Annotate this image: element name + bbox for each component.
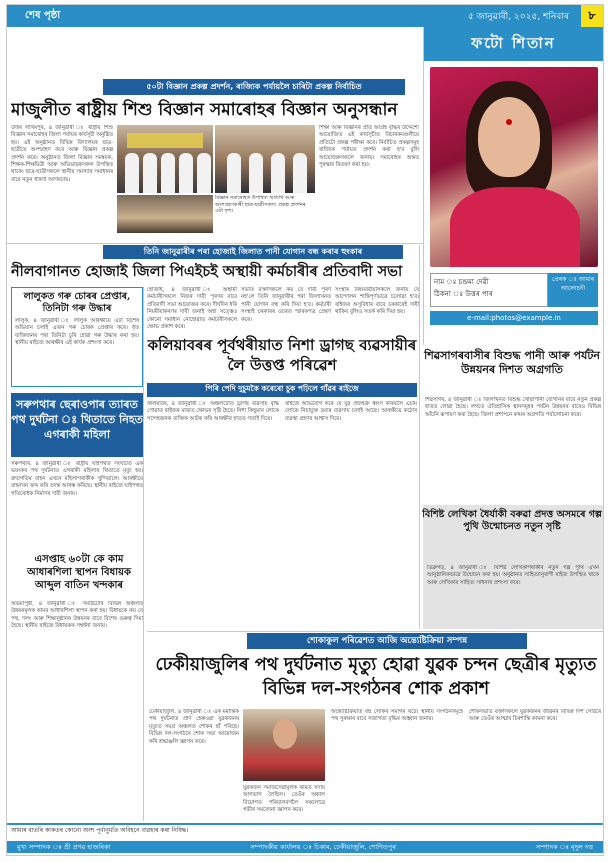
bottom-story-portrait xyxy=(243,709,325,781)
bottom-story-col2: যুৱকজন সমাজসেৱামূলক কামত সদায় আগভাগ লৈছিল। তেওঁৰ অকাল বিয়োগত পৰিয়ালবৰ্গলৈ সকলোৱে গভীৰ সমবেদনা জ্ঞাপন কৰে। xyxy=(243,785,325,814)
woman-accident-headline: সৰুপথাৰ ছেৰাওপাৰ ত্যাৰত পথ দুৰ্ঘটনা ঃ থিতাতে নিহত এগৰাকী মহিলা xyxy=(11,393,143,457)
photo-corner xyxy=(423,27,603,345)
top-story-kicker: ৫০টা বিজ্ঞান প্ৰকল্প প্ৰদৰ্শন, ৰাজ্যিক পৰ্যায়লৈ চাৰিটা প্ৰকল্প নিৰ্বাচিত xyxy=(103,79,405,95)
mid-story-col1: কলিয়াবৰ, ৪ জানুৱাৰী ঃ অঞ্চলটোত ড্ৰাগছ ব্যৱসায় বৃদ্ধি পোৱাত ৰাইজৰ মাজত ক্ষোভৰ সৃষ্টি হৈছে। নিশা কিছুমান লোকে সন্দেহজনক ব্যক্তিক আটক কৰি আৰক্ষীৰ হাতত গতাই দিয়ে। xyxy=(147,401,279,422)
siksha-story-headline: শিৱসাগৰবাসীৰ বিশুদ্ধ পানী আৰু পৰ্যটন উন্নয়নৰ দিশত অগ্ৰগতি xyxy=(424,349,600,376)
chief-editor: মুখ্য সম্পাদক ঃ শ্ৰী প্ৰণৱ হাজৰিকা xyxy=(17,843,111,851)
editor: সম্পাদক ঃ মৃদুল দত্ত xyxy=(535,843,593,851)
photo-corner-title: ফটো শিতান xyxy=(424,27,603,61)
left-box-story xyxy=(11,287,143,387)
top-story-col2: শিক্ষা আৰু বিজ্ঞানৰ প্ৰতি আগ্ৰহ বৃদ্ধিৰ উদ্দেশ্যে আয়োজিত এই কাৰ্যসূচীত বিচাৰকমণ্ডলীয়ে প্ৰতিটো প্ৰকল্প পৰীক্ষা কৰে। নিৰ্বাচিত প্ৰকল্পসমূহ ৰাজ্যিক পৰ্যায়ত প্ৰদৰ্শন কৰা হ'ব বুলি আয়োজকসকলে জনায়। সমাৰোহৰ অন্তত পুৰস্কাৰ বিতৰণ কৰা হয়। xyxy=(319,125,419,169)
bottom-story-col1: ঢেকীয়াজুলি, ৪ জানুৱাৰী ঃ এক মৰ্মান্তিক পথ দুৰ্ঘটনাত প্ৰাণ হেৰুওৱা যুৱকজনৰ মৃত্যুত সমগ্ৰ অঞ্চলত শোকৰ ছাঁ পৰিছে। বিভিন্ন দল-সংগঠনে শোক সভা আয়োজন কৰি শ্ৰদ্ধাঞ্জলি জ্ঞাপন কৰে। xyxy=(149,709,239,745)
mid-story-headline: কলিয়াবৰৰ পূৰ্বথৰীয়াত নিশা ড্ৰাগছ ব্যৱসায়ীৰ লৈ উত্তপ্ত পৰিৱেশ xyxy=(147,336,417,374)
office-address: সম্পাদকীয় কাৰ্যালয় ঃ চিকাৰ, ঢেকীয়াজুলি, শোণিতপুৰ xyxy=(250,843,396,851)
second-story-col3: সংস্থাৰ বিষয়ববীয়াসকলে জনায় যে আন্দোলন শান্তিপূৰ্ণভাৱে চলোৱা হ'ব। ৰাইজৰ অসুবিধাৰ বাবে চৰকাৰেই দায়ী থাকিব বুলিও সতৰ্ক কৰি দিয়া হয়। xyxy=(335,287,419,316)
section-name: শেষ পৃষ্ঠা xyxy=(25,9,61,21)
newspaper-page xyxy=(6,4,604,856)
photo-info xyxy=(430,273,598,307)
bottom-story-kicker: শোকাকুল পৰিৱেশত আজি অন্ত্যেষ্টিক্ৰিয়া সম্পন্ন xyxy=(247,633,527,649)
issue-date: ৫ জানুৱাৰী, ২০২৫, শনিবাৰ xyxy=(467,11,569,22)
top-story-photo-2 xyxy=(117,195,213,233)
photo-place: ঠিকনা ঃ উত্তৰ পাৰ xyxy=(434,290,493,298)
top-story-headline: মাজুলীত ৰাষ্ট্ৰীয় শিশু বিজ্ঞান সমাৰোহৰ বিজ্ঞান অনুসন্ধান xyxy=(11,100,398,120)
page-header xyxy=(7,5,603,27)
writer-story-body: ডিব্ৰুগড়, ৪ জানুৱাৰী ঃ বিশিষ্ট লেখিকাগৰাকীৰ নতুন গল্প পুথি এখন আনুষ্ঠানিকভাৱে উন্মোচন কৰা হয়। অনুষ্ঠানত সাহিত্যানুৰাগী ৰাইজ উপস্থিত থাকে আৰু লেখিকাৰ সাহিত্য সাধনাৰ প্ৰশংসা কৰে। xyxy=(427,565,599,586)
second-story-headline: নীলবাগানত হোজাই জিলা পিএইচই অস্থায়ী কৰ্মচাৰীৰ প্ৰতিবাদী সভা xyxy=(11,263,403,280)
photo-name: নাম ঃ চন্দ্ৰমা দেৱী xyxy=(434,278,489,286)
page-number: ৮ xyxy=(581,5,603,27)
top-story-photo xyxy=(117,125,213,193)
left-box-body: লালুক, ৪ জানুৱাৰী ঃ লালুক আৰক্ষীয়ে এটা বিশেষ অভিযান চলাই এজন গৰু চোৰক প্ৰেপ্তাৰ কৰে। ধৃত ব্যক্তিজনৰ পৰা তিনিটা চুৰি হোৱা গৰু উদ্ধাৰ কৰা হয়। স্থানীয় ৰাইজে আৰক্ষীৰ এই কাৰ্যক প্ৰশংসা কৰে। xyxy=(15,318,139,347)
featured-portrait xyxy=(430,67,598,267)
top-story-photo-3 xyxy=(215,125,315,193)
top-story-caption: বিজ্ঞান সমাৰোহত উপস্থিত অতিথি আৰু অংশগ্ৰহণকাৰী ছাত্ৰ-ছাত্ৰীসকল। প্ৰকল্প প্ৰদৰ্শনৰ এটা দৃশ্য। xyxy=(215,195,306,215)
photo-email[interactable]: e-mail:photos@example.in xyxy=(430,311,598,325)
left-box-headline: লালুকত গৰু চোৰৰ প্ৰেপ্তাৰ, তিনিটা গৰু উদ্ধাৰ xyxy=(23,291,131,314)
mid-story-col2: ৰাইজে অভিযোগ কৰে যে যুৱ প্ৰজন্মক ধ্বংস কৰিবলৈ এচাম লোকে নিচাযুক্ত দ্ৰব্যৰ ব্যৱসায় চলাই আছে। আৰক্ষীয়ে কঠোৰ ব্যৱস্থা গ্ৰহণৰ আশ্বাস দিয়ে। xyxy=(285,401,417,422)
bottom-story-col3: অন্ত্যেষ্টিক্ৰিয়াত বহু লোকৰ সমাগম ঘটে। স্থানীয় সংগঠনসমূহে পথ সুৰক্ষাৰ বাবে সজাগতা বৃদ্ধিৰ আহ্বান জনায়। xyxy=(331,709,463,723)
page-footer xyxy=(7,823,603,853)
footer-notice: আমাৰ বাতৰি কাকতৰ কোনো অংশ পূৰ্বানুমতি অবিহনে ব্যৱহাৰ কৰা নিষিদ্ধ। xyxy=(11,827,189,834)
photo-sender: প্ৰেৰক ঃ আমাৰ আলোচনী xyxy=(548,273,598,307)
bottom-story-headline: ঢেকীয়াজুলিৰ পথ দুৰ্ঘটনাত মৃত্যু হোৱা যুৱক চন্দন ছেত্ৰীৰ মৃত্যুত বিভিন্ন দল-সংগঠনৰ শোক প্ৰকাশ xyxy=(155,655,597,699)
writer-story-headline: বিশিষ্ট লেখিকা ধৈৰ্যাকী বৰুৱা প্ৰদত্ত অসমৰে গল্প পুথি উন্মোচনত নতুন সৃষ্টি xyxy=(422,509,602,532)
siksha-story-body: শিৱসাগৰ, ৪ জানুৱাৰী ঃ জিলাখনত বিশুদ্ধ খোৱাপানী যোগানৰ বাবে নতুন প্ৰকল্প হাতত লোৱা হৈছে। লগতে ঐতিহাসিক স্থানসমূহৰ পৰ্যটন উন্নয়নৰ বাবেও বিভিন্ন আঁচনি ৰূপায়ণ কৰা হৈছে। জিলা প্ৰশাসনে কামৰ অগ্ৰগতি পৰ্যালোচনা কৰে। xyxy=(425,397,601,418)
mid-story-subbar: পিৰি পেদি দুচুমকৈ কৰেৰো চুক পঢ়িলে গাঁৱৰ ৰাইজে xyxy=(147,383,417,397)
woman-accident-body: সৰুপথাৰ, ৪ জানুৱাৰী ঃ ৰাষ্ট্ৰীয় ঘাইপথত সংঘটিত এক ভয়ংকৰ পথ দুৰ্ঘটনাত এগৰাকী মহিলাৰ থিতাতে মৃত্যু হয়। দ্ৰুতগতিৰ বাহন এখনে মহিলাগৰাকীক খুন্দিয়ালে। আৰক্ষীয়ে বাহনখন জব্দ কৰি তদন্ত আৰম্ভ কৰিছে। স্থানীয় ৰাইজে ঘাইপথত গতিৰোধক নিৰ্মাণৰ দাবী জনায়। xyxy=(11,461,143,497)
second-story-col2: সভাত বক্তাসকলে কয় যে দাবী পূৰণ নহ'লে তিনি জানুৱাৰীৰ পৰা জিলাখনত পানী যোগান বন্ধ কৰি দিয়া হ'ব। কৰ্মচাৰী সংস্থাই চৰকাৰৰ ওচৰত স্মাৰকপত্ৰ প্ৰেৰণ কৰে। xyxy=(241,287,331,323)
mla-story-headline: এসপ্তাহ ৬০টা কে কাম আধাৰশিলা স্থাপন বিধায়ক আব্দুল বাতিন খন্দকাৰ xyxy=(27,554,131,591)
second-story-kicker: তিনি জানুৱাৰীৰ পৰা হোজাই জিলাত পানী যোগান বন্ধ কৰাৰ হুংকাৰ xyxy=(103,245,403,259)
second-story-col1: হোজাই, ৪ জানুৱাৰী ঃ অস্থায়ী কৰ্মচাৰীসকলে নিজৰ দাবী পূৰণৰ বাবে প্ৰতিবাদী সভা আয়োজন কৰে। দীৰ্ঘদিন ধৰি নিয়মীয়াকৰণৰ দাবী জনাই অহা সত্ত্বেও কোনো সমাধান নোহোৱাত কৰ্মচাৰীসকলে ক্ষোভ প্ৰকাশ কৰে। xyxy=(147,287,237,331)
footer-bar xyxy=(7,841,603,853)
bottom-story-col4: শোকসভাত বক্তাসকলে যুৱকজনৰ জীৱনৰ বিভিন্ন দিশ সোঁৱৰে আৰু তেওঁৰ আত্মাৰ চিৰশান্তি কামনা কৰে। xyxy=(469,709,601,723)
top-story-col1: উত্তৰ লখিমপুৰ, ৪ জানুৱাৰী ঃ ৰাষ্ট্ৰীয় শিশু বিজ্ঞান সমাৰোহৰ জিলা পৰ্যায়ৰ কাৰ্যসূচী অনুষ্ঠিত হয়। এই অনুষ্ঠানত বিভিন্ন বিদ্যালয়ৰ ছাত্ৰ-ছাত্ৰীয়ে অংশগ্ৰহণ কৰে আৰু বিজ্ঞান প্ৰকল্প প্ৰদৰ্শন কৰে। অনুষ্ঠানত জিলা বিজ্ঞান সমন্বয়ক, শিক্ষক-শিক্ষয়িত্ৰী আৰু অভিভাৱকসকল উপস্থিত থাকে। ছাত্ৰ-ছাত্ৰীসকলে স্থানীয় সমস্যাৰ সমাধানৰ বাবে নতুন ধাৰণা আগবঢ়ায়। xyxy=(11,125,113,183)
mla-story-body: অভয়াপুৰী, ৪ জানুৱাৰী ঃ সমষ্টিটোৰ বিভিন্ন অঞ্চলত উন্নয়নমূলক কামৰ আধাৰশিলা স্থাপন কৰা হয়। বিধায়কে কয় যে পথ, দলং আৰু শিক্ষানুষ্ঠানৰ উন্নয়নৰ বাবে বিশেষ গুৰুত্ব দিয়া হৈছে। স্থানীয় ৰাইজে বিধায়কক সম্বৰ্ধনা জনায়। xyxy=(11,601,143,630)
